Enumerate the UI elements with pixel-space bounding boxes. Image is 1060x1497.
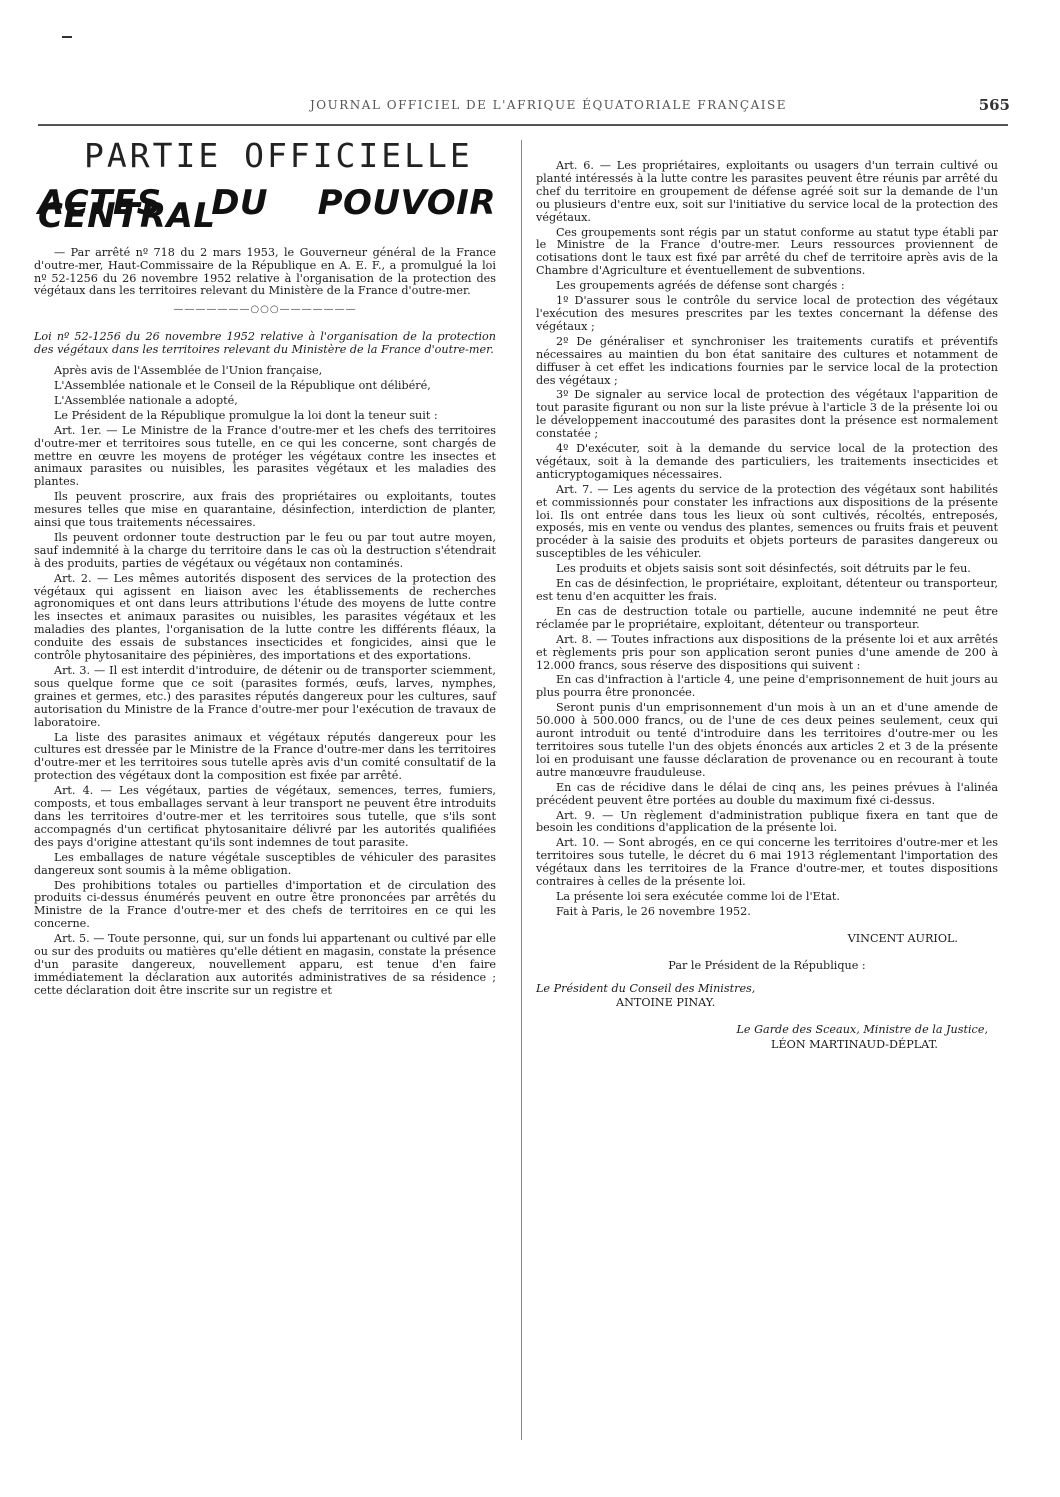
article-6-para-1: Art. 6. — Les propriétaires, exploitants ou usagers d'un terrain cultivé ou planté intéressés à la lutte contre les parasites peuvent être réunis par arrêté du chef du territoire en groupement de défense agréé soit sur la demande de l'un ou plusieurs d'entre eux, soit sur l'initiative du service local de la protection des végétaux.	[536, 159, 998, 224]
page-number: 565	[978, 96, 1010, 114]
article-7-para-1: Art. 7. — Les agents du service de la protection des végétaux sont habilités et commissionnés pour constater les infractions aux dispositions de la présente loi. Ils ont entrée dans tous les lieux où sont cultivés, récoltés, entreposés, exposés, mis en vente ou vendus des plantes, semences ou fruits frais et peuvent procéder à la saisie des produits et objets porteurs de parasites dangereux ou susceptibles de les véhiculer.	[536, 482, 998, 561]
article-4-para-3: Des prohibitions totales ou partielles d'importation et de circulation des produits ci-dessus énumérés peuvent en outre être prononcées par arrêtés du Ministre de la France d'outre-mer et des chefs de territoires en ce qui les concerne.	[34, 878, 496, 931]
article-7-para-3: En cas de désinfection, le propriétaire, exploitant, détenteur ou transporteur, est tenu d'en acquitter les frais.	[536, 577, 998, 603]
preamble-3: L'Assemblée nationale a adopté,	[54, 393, 238, 407]
article-8-para-2: En cas d'infraction à l'article 4, une peine d'emprisonnement de huit jours au plus pourra être prononcée.	[536, 673, 998, 700]
execution-clause: La présente loi sera exécutée comme loi de l'Etat.	[556, 889, 840, 903]
article-6-item-3: 3º De signaler au service local de protection des végétaux l'apparition de tout parasite figurant ou non sur la liste prévue à l'article 3 de la présente loi ou le développement inaccoutumé des parasites dont la présence est normalement constatée ;	[536, 388, 998, 441]
column-divider	[521, 140, 522, 1440]
date-line: Fait à Paris, le 26 novembre 1952.	[556, 904, 751, 918]
article-1-para-2: Ils peuvent proscrire, aux frais des propriétaires ou exploitants, toutes mesures telles que mise en quarantaine, désinfection, interdiction de planter, ainsi que tous traitements nécessaires.	[34, 490, 496, 530]
article-10: Art. 10. — Sont abrogés, en ce qui concerne les territoires d'outre-mer et les territoires sous tutelle, le décret du 6 mai 1913 réglementant l'importation des végétaux dans les territoires de la France d'outre-mer, et toutes dispositions contraires à celles de la présente loi.	[536, 836, 998, 889]
article-6-item-1: 1º D'assurer sous le contrôle du service local de protection des végétaux l'exécution des mesures prescrites par les textes concernant la défense des végétaux ;	[536, 294, 998, 333]
article-9: Art. 9. — Un règlement d'administration publique fixera en tant que de besoin les conditions d'application de la présente loi.	[536, 808, 998, 835]
article-8-para-3: Seront punis d'un emprisonnement d'un mois à un an et d'une amende de 50.000 à 500.000 francs, ou de l'une de ces deux peines seulement, ceux qui auront introduit ou tenté d'introduire dans les territoires d'outre-mer ou les territoires sous tutelle l'un des objets énoncés aux articles 2 et 3 de la présente loi en produisant une fausse déclaration de provenance ou en recourant à toute autre manœuvre frauduleuse.	[536, 701, 998, 779]
preamble-4: Le Président de la République promulgue la loi dont la teneur suit :	[54, 408, 438, 422]
right-column	[536, 160, 998, 1054]
article-5: Art. 5. — Toute personne, qui, sur un fonds lui appartenant ou cultivé par elle ou sur des produits ou matières qu'elle détient en magasin, constate la présence d'un parasite dangereux, nouvellement apparu, est tenue d'en faire immédiatement la déclaration aux autorités administratives de sa résidence ; cette déclaration doit être inscrite sur un registre et	[34, 932, 496, 997]
article-3-para-1: Art. 3. — Il est interdit d'introduire, de détenir ou de transporter sciemment, sous quelque forme que ce soit (parasites formés, œufs, larves, nymphes, graines et germes, etc.) des parasites réputés dangereux pour les cultures, sauf autorisation du Ministre de la France d'outre-mer pour l'exécution de travaux de laboratoire.	[34, 664, 496, 729]
article-7-para-2: Les produits et objets saisis sont soit désinfectés, soit détruits par le feu.	[556, 562, 971, 576]
article-2: Art. 2. — Les mêmes autorités disposent des services de la protection des végétaux qui agissent en liaison avec les établissements de recherches agronomiques et ont dans leurs attributions l'étude des moyens de lutte contre les insectes et animaux parasites ou nuisibles, les parasites végétaux et les maladies des plantes, l'organisation de la lutte contre les différents fléaux, la conduite des essais de substances insecticides et fongicides, ainsi que le contrôle phytosanitaire des pépinières, des importations et des exportations.	[34, 571, 496, 663]
signature-pinay: ANTOINE PINAY.	[616, 996, 716, 1010]
president-council-title: Le Président du Conseil des Ministres,	[536, 981, 756, 995]
article-8-para-4: En cas de récidive dans le délai de cinq ans, les peines prévues à l'alinéa précédent peuvent être portées au double du maximum fixé ci-dessus.	[536, 780, 998, 807]
article-4-para-2: Les emballages de nature végétale susceptibles de véhiculer des parasites dangereux sont soumis à la même obligation.	[34, 850, 496, 877]
arrete-paragraph: — Par arrêté nº 718 du 2 mars 1953, le Gouverneur général de la France d'outre-mer, Haut-Commissaire de la République en A. E. F., a promulgué la loi nº 52-1256 du 26 novembre 1952 relative à l'organisation de la protection des végétaux dans les territoires relevant du Ministère de la France d'outre-mer.	[34, 245, 496, 298]
preamble-1: Après avis de l'Assemblée de l'Union française,	[54, 364, 323, 378]
law-title: Loi nº 52-1256 du 26 novembre 1952 relative à l'organisation de la protection des végétaux dans les territoires relevant du Ministère de la France d'outre-mer.	[34, 330, 496, 357]
article-1-para-3: Ils peuvent ordonner toute destruction par le feu ou par tout autre moyen, sauf indemnité à la charge du territoire dans le cas où la destruction s'étendrait à des produits, parties de végétaux ou végétaux non contaminés.	[34, 530, 496, 570]
article-8-para-1: Art. 8. — Toutes infractions aux dispositions de la présente loi et aux arrêtés et règlements pris pour son application seront punies d'une amende de 200 à 12.000 francs, sous réserve des dispositions qui suivent :	[536, 632, 998, 672]
header-rule	[38, 124, 1008, 126]
running-title: JOURNAL OFFICIEL DE L'AFRIQUE ÉQUATORIALE FRANÇAISE	[310, 98, 787, 112]
article-6-para-3: Les groupements agréés de défense sont chargés :	[556, 279, 845, 293]
article-7-para-4: En cas de destruction totale ou partielle, aucune indemnité ne peut être réclamée par le propriétaire, exploitant, détenteur ou transporteur.	[536, 604, 998, 631]
article-6-item-4: 4º D'exécuter, soit à la demande du service local de la protection des végétaux, soit à la demande des particuliers, les traitements insecticides et anticryptogamiques nécessaires.	[536, 442, 998, 481]
article-6-para-2: Ces groupements sont régis par un statut conforme au statut type établi par le Ministre de la France d'outre-mer. Leurs ressources proviennent de cotisations dont le taux est fixé par arrêté du chef de territoire après avis de la Chambre d'Agriculture et éventuellement de subventions.	[536, 225, 998, 278]
section-subtitle: ACTES DU POUVOIR CENTRAL	[38, 182, 496, 236]
signature-martinaud: LÉON MARTINAUD-DÉPLAT.	[771, 1038, 938, 1052]
ornament-divider: ———————○○○———————	[173, 304, 357, 316]
garde-sceaux-title: Le Garde des Sceaux, Ministre de la Justice,	[736, 1023, 988, 1037]
signature-intro: Par le Président de la République :	[668, 958, 866, 972]
preamble-2: L'Assemblée nationale et le Conseil de la République ont délibéré,	[54, 378, 431, 392]
article-6-item-2: 2º De généraliser et synchroniser les traitements curatifs et préventifs nécessaires au maintien du bon état sanitaire des cultures et notamment de diffuser à cet effet les indications fournies par le service local de la protection des végétaux ;	[536, 334, 998, 387]
page-header	[40, 96, 1020, 118]
left-column	[34, 136, 496, 1000]
signature-auriol: VINCENT AURIOL.	[847, 931, 958, 945]
section-title: PARTIE OFFICIELLE	[84, 136, 473, 175]
article-3-para-2: La liste des parasites animaux et végétaux réputés dangereux pour les cultures est dressée par le Ministre de la France d'outre-mer dans les territoires d'outre-mer et les territoires sous tutelle après avis d'un comité consultatif de la protection des végétaux dont la composition est fixée par arrêté.	[34, 730, 496, 783]
article-4-para-1: Art. 4. — Les végétaux, parties de végétaux, semences, terres, fumiers, composts, et tous emballages servant à leur transport ne peuvent être introduits dans les territoires d'outre-mer et les territoires sous tutelle, que s'ils sont accompagnés d'un certificat phytosanitaire délivré par les autorités qualifiées des pays d'origine attestant qu'ils sont indemnes de tout parasite.	[34, 784, 496, 849]
article-1-para-1: Art. 1er. — Le Ministre de la France d'outre-mer et les chefs des territoires d'outre-mer et territoires sous tutelle, en ce qui les concerne, sont chargés de mettre en œuvre les moyens de protéger les végétaux contre les insectes et animaux parasites ou nuisibles, les parasites végétaux et les maladies des plantes.	[34, 423, 496, 489]
scan-speck	[62, 36, 72, 38]
